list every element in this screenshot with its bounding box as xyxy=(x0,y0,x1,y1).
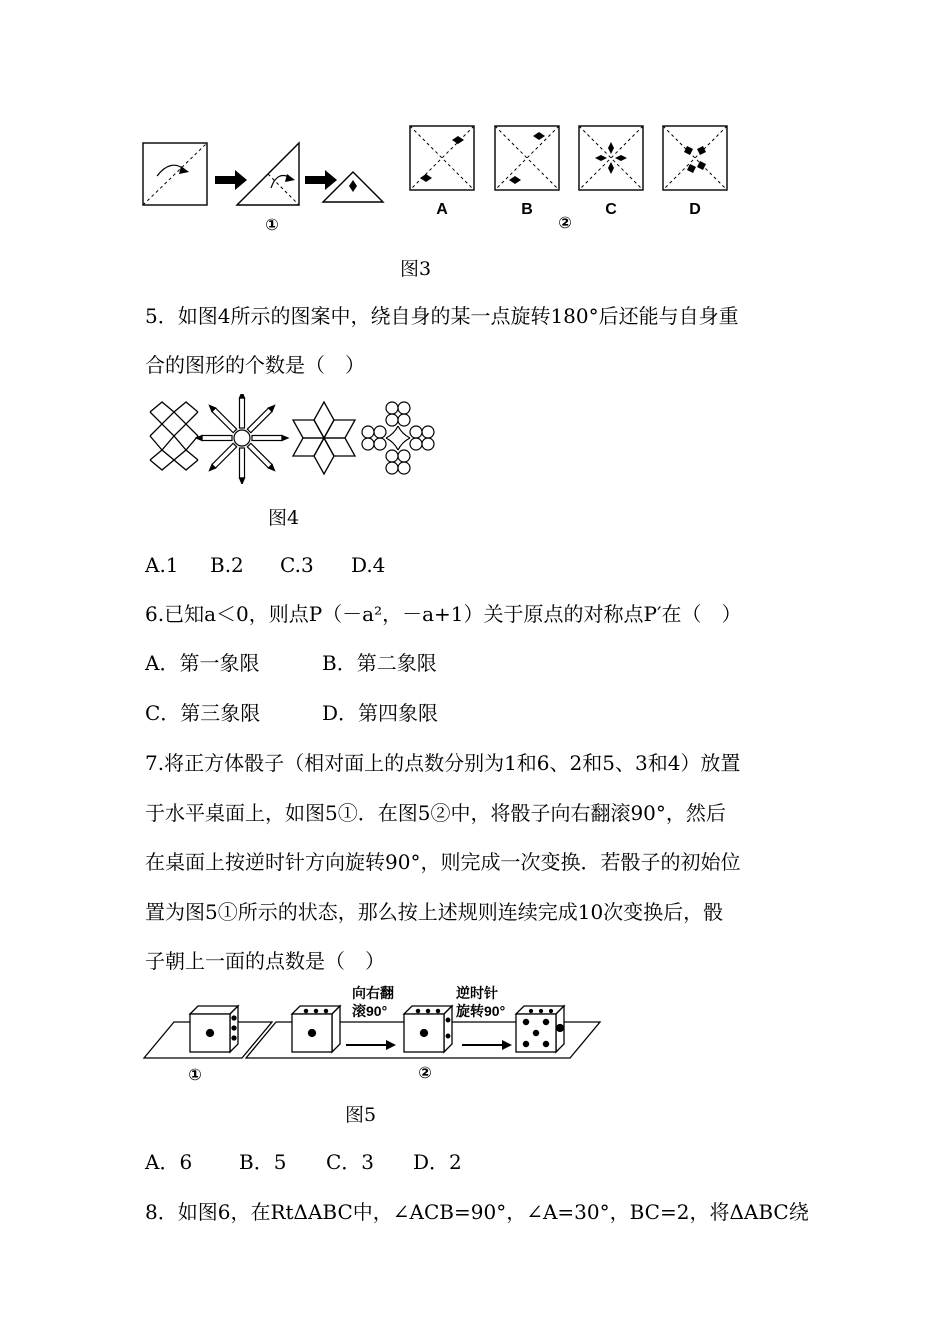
arrow-right-icon xyxy=(215,170,247,190)
die-3 xyxy=(404,1006,452,1052)
pencil-wheel-pattern xyxy=(196,394,288,484)
figure-5-caption: 图5 xyxy=(345,1104,377,1126)
q7-line-5: 子朝上一面的点数是（ ） xyxy=(145,949,385,973)
q8-line-1: 8．如图6，在RtΔABC中，∠ACB=90°，∠A=30°，BC=2，将ΔABC绕 xyxy=(145,1200,809,1224)
figure-3-caption: 图3 xyxy=(400,258,432,280)
fig5-label-2: ② xyxy=(418,1065,432,1082)
q6-choices-row-1 xyxy=(145,650,437,676)
q5-line-2: 合的图形的个数是（ ） xyxy=(145,353,365,377)
option-a-label: A xyxy=(436,201,448,218)
option-b-label: B xyxy=(521,201,533,218)
die-4 xyxy=(516,1006,564,1052)
q5-choice-c[interactable]: C.3 xyxy=(280,553,314,577)
q5-choice-a[interactable]: A.1 xyxy=(145,553,179,577)
q6-choice-b[interactable]: B．第二象限 xyxy=(322,651,437,675)
q7-line-4: 置为图5①所示的状态，那么按上述规则连续完成10次变换后，骰 xyxy=(145,900,724,924)
q6-choice-d[interactable]: D．第四象限 xyxy=(322,701,439,725)
fold-square xyxy=(143,143,207,205)
step-label: ① xyxy=(265,217,279,234)
q5-choice-b[interactable]: B.2 xyxy=(210,553,244,577)
figure-3 xyxy=(135,118,755,243)
option-a-figure xyxy=(410,126,474,190)
q5-choice-d[interactable]: D.4 xyxy=(351,553,386,577)
rhombus-star-pattern xyxy=(293,402,355,474)
rotate-label-1: 逆时针 xyxy=(456,985,498,1001)
die-2 xyxy=(292,1006,340,1052)
q5-choices xyxy=(145,552,385,578)
option-d-figure xyxy=(663,126,727,190)
arrow-right-icon xyxy=(346,1040,396,1050)
roll-label-2: 滚90° xyxy=(352,1003,388,1019)
figure-4-caption: 图4 xyxy=(268,507,300,529)
q7-choices xyxy=(145,1149,462,1175)
figure-5 xyxy=(140,984,610,1084)
q7-choice-a[interactable]: A．6 xyxy=(145,1150,193,1174)
clover-pattern xyxy=(362,402,434,474)
fig5-label-1: ① xyxy=(188,1067,202,1084)
option-c-figure xyxy=(579,126,643,190)
q5-line-1: 5．如图4所示的图案中，绕自身的某一点旋转180°后还能与自身重 xyxy=(145,304,739,328)
figure-4 xyxy=(140,394,450,484)
q7-choice-b[interactable]: B．5 xyxy=(239,1150,287,1174)
option-b-figure xyxy=(495,126,559,190)
q6-choice-a[interactable]: A．第一象限 xyxy=(145,651,260,675)
q6-stem: 6.已知a＜0，则点P（－a²，－a+1）关于原点的对称点P′在（ ） xyxy=(145,602,742,626)
lattice-pattern xyxy=(150,402,198,470)
q7-line-3: 在桌面上按逆时针方向旋转90°，则完成一次变换．若骰子的初始位 xyxy=(145,850,741,874)
arrow-right-icon xyxy=(462,1040,512,1050)
fold-triangle xyxy=(237,143,299,205)
rotate-label-2: 旋转90° xyxy=(456,1003,506,1019)
option-c-label: C xyxy=(605,201,617,218)
q7-choice-d[interactable]: D．2 xyxy=(413,1150,462,1174)
option-group-label: ② xyxy=(558,215,572,232)
q6-choices-row-2 xyxy=(145,700,438,726)
arrow-right-icon xyxy=(305,170,337,190)
q7-line-2: 于水平桌面上，如图5①．在图5②中，将骰子向右翻滚90°，然后 xyxy=(145,801,726,825)
roll-label-1: 向右翻 xyxy=(352,985,394,1001)
q7-line-1: 7.将正方体骰子（相对面上的点数分别为1和6、2和5、3和4）放置 xyxy=(145,751,741,775)
q6-choice-c[interactable]: C．第三象限 xyxy=(145,701,261,725)
die-1 xyxy=(190,1006,238,1052)
q7-choice-c[interactable]: C．3 xyxy=(326,1150,375,1174)
option-d-label: D xyxy=(689,201,701,218)
